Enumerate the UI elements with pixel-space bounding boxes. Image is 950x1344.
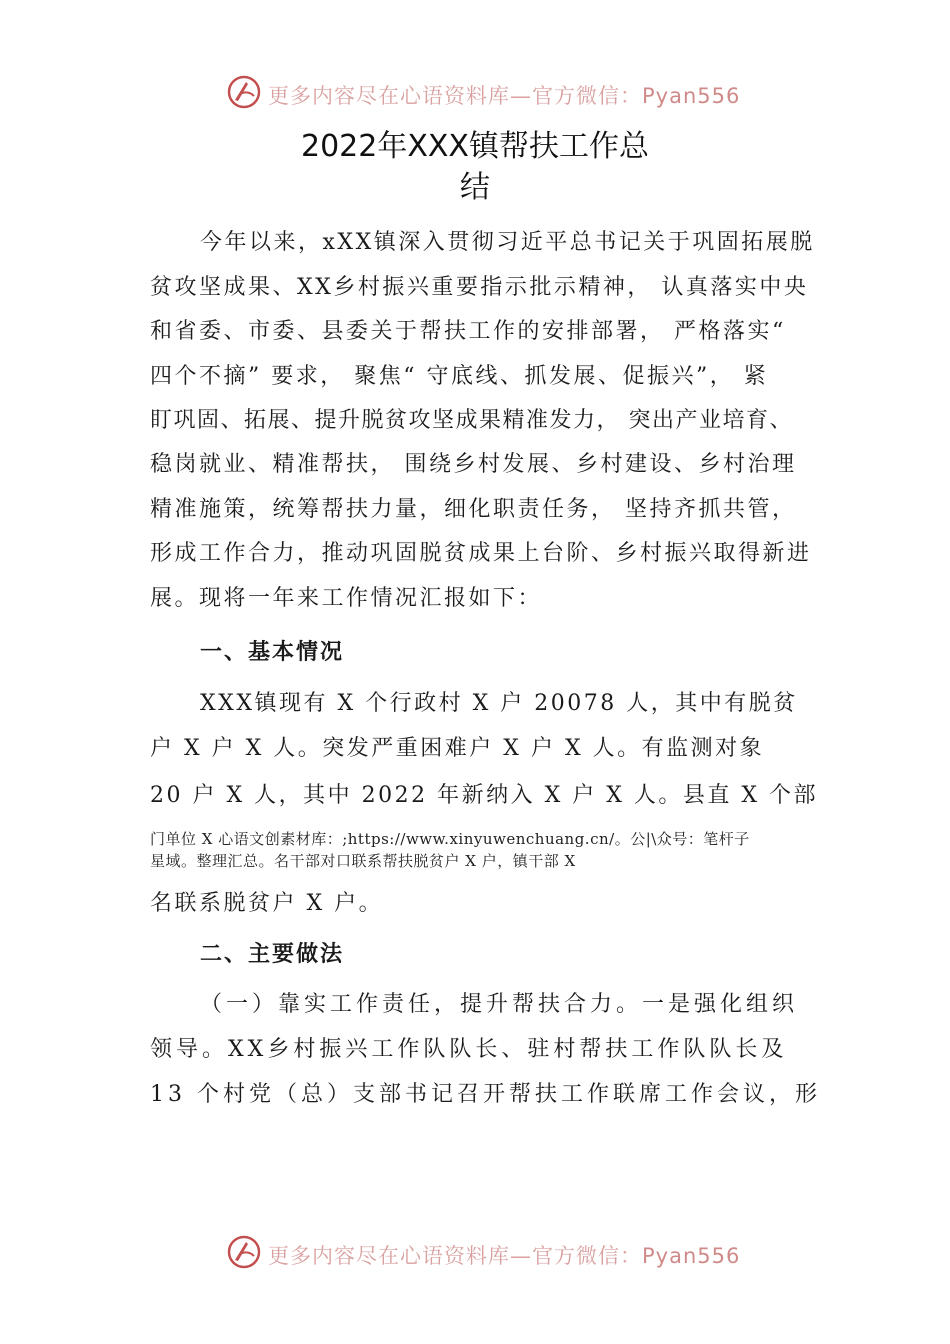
section-heading-basic: 一、基本情况 <box>200 640 345 665</box>
intro-line-6: 稳岗就业、精准帮扶， 围绕乡村发展、乡村建设、乡村治理 <box>150 452 797 477</box>
watermark-label: 更多内容尽在心语资料库—官方微信： <box>268 1244 642 1268</box>
intro-line-8: 形成工作合力，推动巩固脱贫成果上台阶、乡村振兴取得新进 <box>150 541 812 566</box>
document-title: 2022年XXX镇帮扶工作总 <box>300 129 649 164</box>
section1-small-line-2: 星域。整理汇总。名干部对口联系帮扶脱贫户 X 户，镇干部 X <box>150 852 576 870</box>
intro-line-3: 和省委、市委、县委关于帮扶工作的安排部署， 严格落实“ <box>150 319 786 344</box>
watermark-banner-bottom <box>0 1234 950 1274</box>
watermark-text <box>268 1240 740 1270</box>
section-heading-practices: 二、主要做法 <box>200 942 345 967</box>
intro-line-2: 贫攻坚成果、XX乡村振兴重要指示批示精神， 认真落实中央 <box>150 275 809 300</box>
section1-small-line-1: 门单位 X 心语文创素材库：;https://www.xinyuwenchuang.cn/。公|\众号：笔杆子 <box>150 830 750 848</box>
intro-line-5: 盯巩固、拓展、提升脱贫攻坚成果精准发力， 突出产业培育、 <box>150 408 793 433</box>
section1-last-line: 名联系脱贫户 X 户。 <box>150 891 384 916</box>
section2-line-2: 领导。XX乡村振兴工作队队长、驻村帮扶工作队队长及 <box>150 1037 788 1062</box>
section1-line-2: 户 X 户 X 人。突发严重困难户 X 户 X 人。有监测对象 <box>150 736 765 761</box>
section1-line-3: 20 户 X 人，其中 2022 年新纳入 X 户 X 人。县直 X 个部 <box>150 783 819 808</box>
watermark-handle: Pyan556 <box>642 1244 741 1268</box>
intro-line-9: 展。现将一年来工作情况汇报如下： <box>150 586 543 611</box>
watermark-banner-top <box>0 74 950 114</box>
section2-line-1: （一）靠实工作责任，提升帮扶合力。一是强化组织 <box>200 992 799 1017</box>
watermark-text <box>268 80 740 110</box>
intro-line-1: 今年以来，xXX镇深入贯彻习近平总书记关于巩固拓展脱 <box>200 230 815 255</box>
section2-line-3: 13 个村党（总）支部书记召开帮扶工作联席工作会议，形 <box>150 1082 821 1107</box>
document-title-continued: 结 <box>460 170 490 205</box>
watermark-handle: Pyan556 <box>642 84 741 108</box>
section1-line-1: XXX镇现有 X 个行政村 X 户 20078 人，其中有脱贫 <box>200 691 798 716</box>
intro-line-4: 四个不摘” 要求， 聚焦“ 守底线、抓发展、促振兴”， 紧 <box>150 364 769 389</box>
brand-logo-icon <box>226 74 262 110</box>
watermark-label: 更多内容尽在心语资料库—官方微信： <box>268 84 642 108</box>
brand-logo-icon <box>226 1234 262 1270</box>
intro-line-7: 精准施策，统筹帮扶力量，细化职责任务， 坚持齐抓共管， <box>150 497 797 522</box>
